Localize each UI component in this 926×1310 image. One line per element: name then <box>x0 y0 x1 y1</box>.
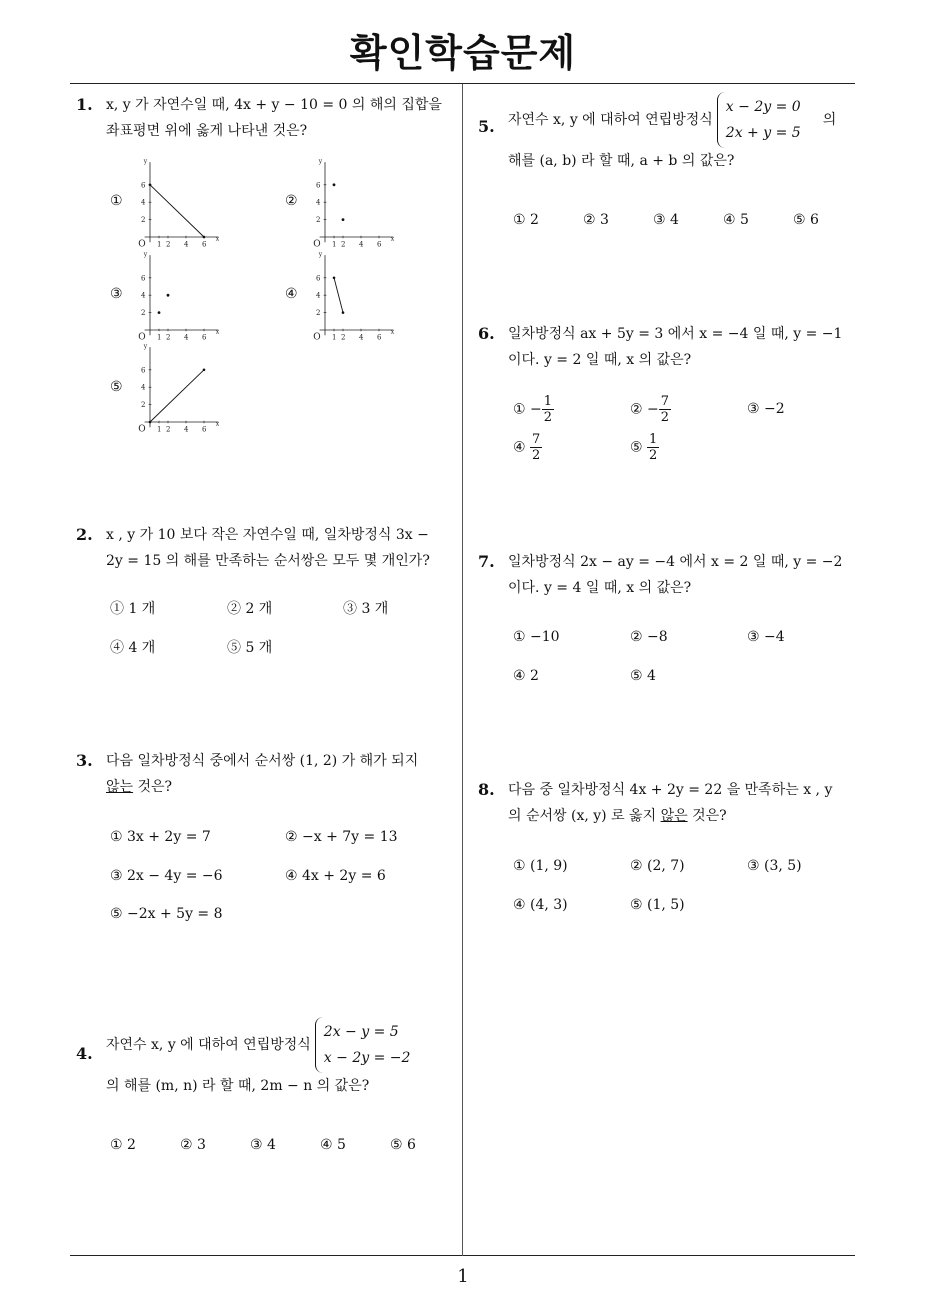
question-5 <box>478 92 863 174</box>
option-3[interactable]: ③ 4 <box>250 1137 276 1153</box>
option-5[interactable]: ⑤ 4 <box>630 668 656 684</box>
fraction <box>659 394 671 425</box>
question-text-line1: x, y 가 자연수일 때, 4x + y − 10 = 0 의 해의 집합을 <box>106 97 442 113</box>
x-tick-label: 2 <box>341 333 346 342</box>
numerator: 1 <box>649 432 658 447</box>
x-tick-label: 4 <box>359 240 364 249</box>
origin-label: O <box>138 332 146 343</box>
option-4[interactable]: ④ 5 <box>723 212 749 228</box>
option-3[interactable]: ③ −4 <box>747 629 785 645</box>
graph-3 <box>130 250 240 345</box>
option-sign: − <box>647 401 659 418</box>
y-tick-label: 6 <box>141 274 146 283</box>
option-5[interactable]: ⑤ 6 <box>793 212 819 228</box>
option-1[interactable]: ① 2 <box>110 1137 136 1153</box>
y-tick-label: 6 <box>316 274 321 283</box>
question-number: 7. <box>478 552 495 571</box>
question-number: 1. <box>76 95 93 114</box>
option-mark: ① <box>513 401 526 418</box>
x-tick-label: 1 <box>157 240 162 249</box>
denominator: 2 <box>660 410 670 425</box>
option-3[interactable]: ③ 4 <box>653 212 679 228</box>
question-text-line1: 다음 중 일차방정식 4x + 2y = 22 을 만족하는 x , y <box>508 782 833 798</box>
question-number: 8. <box>478 780 495 799</box>
question-text-line1: 일차방정식 2x − ay = −4 에서 x = 2 일 때, y = −2 <box>508 554 843 570</box>
graph-segment <box>150 370 204 422</box>
x-tick-label: 2 <box>166 425 171 434</box>
x-tick-label: 1 <box>157 425 162 434</box>
question-text-line2: 좌표평면 위에 옳게 나타낸 것은? <box>106 123 308 139</box>
choice-mark[interactable]: ② <box>285 193 298 209</box>
option-5[interactable]: ⑤ 6 <box>390 1137 416 1153</box>
x-tick-label: 6 <box>377 333 382 342</box>
question-text-post: 의 <box>822 112 837 128</box>
question-number: 4. <box>76 1044 93 1063</box>
option-2[interactable]: ② 2 개 <box>227 601 273 617</box>
option-2[interactable] <box>630 394 671 425</box>
graph-4 <box>305 250 415 345</box>
option-1[interactable]: ① (1, 9) <box>513 858 568 874</box>
choice-mark[interactable]: ① <box>110 193 123 209</box>
option-4[interactable]: ④ 2 <box>513 668 539 684</box>
option-5[interactable] <box>630 432 659 463</box>
x-tick-label: 6 <box>202 240 207 249</box>
equation-system <box>717 92 801 148</box>
question-7 <box>478 549 863 601</box>
underlined-word: 않은 <box>660 808 688 824</box>
option-4[interactable]: ④ 5 <box>320 1137 346 1153</box>
y-tick-label: 2 <box>141 216 146 225</box>
graph-point <box>149 184 152 187</box>
graph-point <box>333 277 336 280</box>
graph-point <box>203 236 206 239</box>
x-tick-label: 6 <box>202 425 207 434</box>
question-text-line2: 이다. y = 2 일 때, x 의 값은? <box>508 352 692 368</box>
x-tick-label: 1 <box>332 333 337 342</box>
option-2[interactable]: ② (2, 7) <box>630 858 685 874</box>
question-text-line2: 이다. y = 4 일 때, x 의 값은? <box>508 580 692 596</box>
option-1[interactable]: ① 3x + 2y = 7 <box>110 829 211 845</box>
option-5[interactable]: ⑤ −2x + 5y = 8 <box>110 906 223 922</box>
option-2[interactable]: ② 3 <box>180 1137 206 1153</box>
graph-point <box>333 183 336 186</box>
choice-mark[interactable]: ⑤ <box>110 379 123 395</box>
question-text-line2: 해를 (a, b) 라 할 때, a + b 의 값은? <box>508 153 735 169</box>
x-tick-label: 4 <box>184 333 189 342</box>
graph-segment <box>150 185 204 237</box>
fraction <box>530 432 542 463</box>
x-tick-label: 6 <box>202 333 207 342</box>
option-mark: ⑤ <box>630 439 643 456</box>
equation-1: 2x − y = 5 <box>323 1024 399 1040</box>
page-number: 1 <box>457 1266 469 1287</box>
y-axis-label: y <box>318 251 323 259</box>
graph-2 <box>305 157 415 252</box>
option-5[interactable]: ⑤ (1, 5) <box>630 897 685 913</box>
y-tick-label: 4 <box>141 198 146 207</box>
underlined-word: 않는 <box>106 779 134 795</box>
x-axis-label: x <box>390 235 395 243</box>
choice-mark[interactable]: ③ <box>110 286 123 302</box>
question-text-rest: 것은? <box>687 808 727 824</box>
question-text-line1: 일차방정식 ax + 5y = 3 에서 x = −4 일 때, y = −1 <box>508 326 843 342</box>
x-tick-label: 2 <box>341 240 346 249</box>
option-4[interactable]: ④ (4, 3) <box>513 897 568 913</box>
graph-1 <box>130 157 240 252</box>
y-tick-label: 4 <box>316 291 321 300</box>
equation-1: x − 2y = 0 <box>725 99 801 115</box>
y-tick-label: 6 <box>316 181 321 190</box>
question-text-line2 <box>508 803 863 829</box>
question-2 <box>76 522 461 574</box>
choice-mark[interactable]: ④ <box>285 286 298 302</box>
y-tick-label: 6 <box>141 366 146 375</box>
question-number: 3. <box>76 751 93 770</box>
question-text-pre: 자연수 x, y 에 대하여 연립방정식 <box>106 1037 311 1053</box>
numerator: 7 <box>660 394 670 409</box>
graph-5 <box>130 342 240 437</box>
numerator: 1 <box>543 394 553 409</box>
option-2[interactable]: ② −x + 7y = 13 <box>285 829 398 845</box>
option-4[interactable]: ④ 4x + 2y = 6 <box>285 868 386 884</box>
question-text-line2 <box>106 774 461 800</box>
origin-label: O <box>313 239 321 250</box>
fraction <box>647 432 659 463</box>
x-tick-label: 4 <box>184 425 189 434</box>
x-tick-label: 4 <box>184 240 189 249</box>
option-3[interactable]: ③ 2x − 4y = −6 <box>110 868 223 884</box>
question-text-pre: 자연수 x, y 에 대하여 연립방정식 <box>508 112 713 128</box>
question-text-line1: 다음 일차방정식 중에서 순서쌍 (1, 2) 가 해가 되지 <box>106 753 419 769</box>
y-tick-label: 6 <box>141 181 146 190</box>
option-5[interactable]: ⑤ 5 개 <box>227 640 273 656</box>
y-tick-label: 4 <box>141 383 146 392</box>
option-mark: ③ <box>747 401 760 417</box>
graph-point <box>342 311 345 314</box>
option-1[interactable]: ① 1 개 <box>110 601 156 617</box>
origin-label: O <box>138 239 146 250</box>
denominator: 2 <box>543 410 553 425</box>
question-6 <box>478 321 863 373</box>
denominator: 2 <box>532 448 541 463</box>
question-text-line2: 의 해를 (m, n) 라 할 때, 2m − n 의 값은? <box>106 1078 370 1094</box>
y-tick-label: 2 <box>141 309 146 318</box>
equation-2: 2x + y = 5 <box>725 125 801 141</box>
option-1[interactable]: ① 2 <box>513 212 539 228</box>
option-4[interactable]: ④ 4 개 <box>110 640 156 656</box>
page-title: 확인학습문제 <box>349 31 577 75</box>
equation-2: x − 2y = −2 <box>323 1050 411 1066</box>
x-tick-label: 6 <box>377 240 382 249</box>
y-tick-label: 2 <box>316 216 321 225</box>
question-number: 2. <box>76 525 93 544</box>
x-tick-label: 2 <box>166 240 171 249</box>
option-1[interactable] <box>513 394 554 425</box>
y-axis-label: y <box>143 158 148 166</box>
option-1[interactable]: ① −10 <box>513 629 560 645</box>
question-3 <box>76 748 461 800</box>
x-tick-label: 1 <box>332 240 337 249</box>
y-axis-label: y <box>318 158 323 166</box>
option-3[interactable]: ③ 3 개 <box>343 601 389 617</box>
option-3[interactable]: ③ (3, 5) <box>747 858 802 874</box>
option-value: −2 <box>764 401 785 417</box>
option-sign: − <box>530 401 542 418</box>
y-axis-label: y <box>143 343 148 351</box>
x-tick-label: 2 <box>166 333 171 342</box>
question-text-pre: 의 순서쌍 (x, y) 로 옳지 <box>508 808 661 824</box>
origin-label: O <box>313 332 321 343</box>
y-axis-label: y <box>143 251 148 259</box>
option-4[interactable] <box>513 432 542 463</box>
x-tick-label: 4 <box>359 333 364 342</box>
option-mark: ② <box>630 401 643 418</box>
option-2[interactable]: ② 3 <box>583 212 609 228</box>
graph-point <box>149 421 152 424</box>
y-tick-label: 4 <box>316 198 321 207</box>
graph-segment <box>334 278 343 313</box>
x-axis-label: x <box>215 328 220 336</box>
question-text-rest: 것은? <box>133 779 173 795</box>
graph-point <box>158 311 161 314</box>
column-divider <box>462 84 463 1256</box>
question-text-line2: 2y = 15 의 해를 만족하는 순서쌍은 모두 몇 개인가? <box>106 553 430 569</box>
option-2[interactable]: ② −8 <box>630 629 668 645</box>
question-4 <box>76 1017 461 1099</box>
question-1 <box>76 92 461 144</box>
x-tick-label: 1 <box>157 333 162 342</box>
option-mark: ④ <box>513 439 526 456</box>
graph-point <box>342 218 345 221</box>
x-axis-label: x <box>215 235 220 243</box>
equation-system <box>315 1017 411 1073</box>
y-tick-label: 4 <box>141 291 146 300</box>
question-number: 5. <box>478 117 495 136</box>
origin-label: O <box>138 424 146 435</box>
question-text-line1: x , y 가 10 보다 작은 자연수일 때, 일차방정식 3x − <box>106 527 429 543</box>
x-axis-label: x <box>390 328 395 336</box>
y-tick-label: 2 <box>141 401 146 410</box>
fraction <box>542 394 554 425</box>
question-8 <box>478 777 863 829</box>
denominator: 2 <box>649 448 658 463</box>
graph-point <box>167 294 170 297</box>
numerator: 7 <box>532 432 541 447</box>
option-3[interactable] <box>747 401 785 417</box>
x-axis-label: x <box>215 420 220 428</box>
graph-point <box>203 369 206 372</box>
y-tick-label: 2 <box>316 309 321 318</box>
question-number: 6. <box>478 324 495 343</box>
